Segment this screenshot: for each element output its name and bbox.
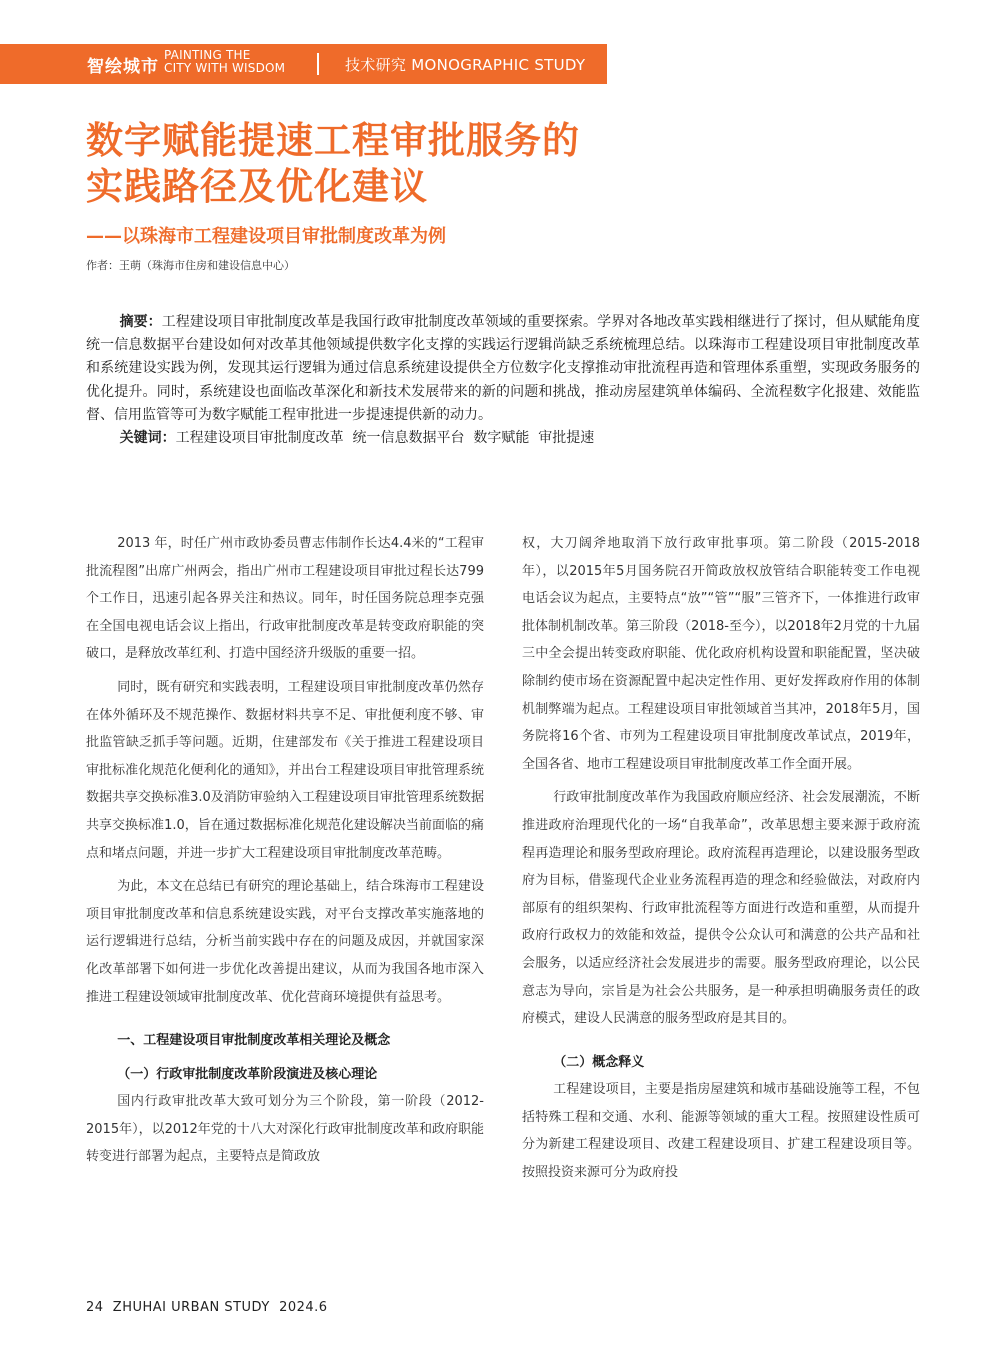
body-column-left [86, 530, 484, 1177]
keywords-label: 关键词： [119, 430, 176, 447]
title-line-2: 实践路径及优化建议 [86, 165, 428, 208]
brand-en-line1: PAINTING THE [164, 48, 251, 62]
abstract-block [86, 311, 920, 450]
body-paragraph: 工程建设项目，主要是指房屋建筑和城市基础设施等工程，不包括特殊工程和交通、水利、能源等领域的重大工程。按照建设性质可分为新建工程建设项目、改建工程建设项目、扩建工程建设项目等。按照投资来源可分为政府投 [522, 1082, 920, 1181]
brand-name-cn: 智绘城市 [87, 57, 159, 77]
abstract-paragraph [86, 311, 920, 427]
keywords-paragraph [86, 427, 920, 450]
body-paragraph: 2013 年，时任广州市政协委员曹志伟制作长达4.4米的“工程审批流程图”出席广州两会，指出广州市工程建设项目审批过程长达799个工作日，迅速引起各界关注和热议。同年，时任国务院总理李克强在全国电视电话会议上指出，行政审批制度改革是转变政府职能的突破口，是释放改革红利、打造中国经济升级版的重要一招。 [86, 536, 484, 662]
article-title [86, 118, 580, 210]
body-paragraph: 同时，既有研究和实践表明，工程建设项目审批制度改革仍然存在体外循环及不规范操作、数据材料共享不足、审批便利度不够、审批监管缺乏抓手等问题。近期，住建部发布《关于推进工程建设项目审批标准化规范化便利化的通知》，并出台工程建设项目审批管理系统数据共享交换标准3.0及消防审验纳入工程建设项目审批管理系统数据共享交换标准1.0，旨在通过数据标准化规范化建设解决当前面临的痛点和堵点问题，并进一步扩大工程建设项目审批制度改革范畴。 [86, 679, 484, 861]
header-bar [0, 44, 607, 84]
body-paragraph: 行政审批制度改革作为我国政府顺应经济、社会发展潮流，不断推进政府治理现代化的一场“自我革命”，改革思想主要来源于政府流程再造理论和服务型政府理论。政府流程再造理论，以建设服务型政府为目标，借鉴现代企业业务流程再造的理念和经验做法，对政府内部原有的组织架构、行政审批流程等方面进行改造和重塑，从而提升政府行政权力的效能和效益，提供令公众认可和满意的公共产品和社会服务，以适应经济社会发展进步的需要。服务型政府理论，以公民意志为导向，宗旨是为社会公共服务，是一种承担明确服务责任的政府模式，建设人民满意的服务型政府是其目的。 [522, 790, 920, 1027]
title-line-1: 数字赋能提速工程审批服务的 [86, 119, 580, 162]
section-heading-1: 一、工程建设项目审批制度改革相关理论及概念 [117, 1033, 391, 1049]
abstract-label: 摘要： [119, 314, 162, 330]
article-subtitle: ——以珠海市工程建设项目审批制度改革为例 [86, 226, 446, 247]
body-paragraph: 权，大刀阔斧地取消下放行政审批事项。第二阶段（2015-2018年），以2015年5月国务院召开简政放权放管结合职能转变工作电视电话会议为起点，主要特点“放”“管”“服”三管齐下，一体推进行政审批体制机制改革。第三阶段（2018-至今），以2018年2月党的十九届三中全会提出转变政府职能、优化政府机构设置和职能配置，坚决破除制约使市场在资源配置中起决定性作用、更好发挥政府作用的体制机制弊端为起点。工程建设项目审批领域首当其冲，2018年5月，国务院将16个省、市列为工程建设项目审批制度改革试点，2019年，全国各省、地市工程建设项目审批制度改革工作全面开展。 [522, 536, 920, 772]
brand-en-line2: CITY WITH WISDOM [164, 61, 286, 75]
brand-name-en [164, 49, 285, 75]
keywords-text: 工程建设项目审批制度改革 统一信息数据平台 数字赋能 审批提速 [175, 430, 595, 447]
header-divider [317, 53, 319, 75]
section-label: 技术研究 MONOGRAPHIC STUDY [345, 56, 586, 74]
subsection-heading-1: （一）行政审批制度改革阶段演进及核心理论 [117, 1066, 378, 1082]
subsection-heading-2: （二）概念释义 [553, 1054, 645, 1070]
abstract-text: 工程建设项目审批制度改革是我国行政审批制度改革领域的重要探索。学界对各地改革实践相继进行了探讨，但从赋能角度统一信息数据平台建设如何对改革其他领域提供数字化支撑的实践运行逻辑尚缺乏系统梳理总结。以珠海市工程建设项目审批制度改革和系统建设实践为例，发现其运行逻辑为通过信息系统建设提供全方位数字化支撑推动审批流程再造和管理体系重塑，实现政务服务的优化提升。同时，系统建设也面临改革深化和新技术发展带来的新的问题和挑战，推动房屋建筑单体编码、全流程数字化报建、效能监督、信用监管等可为数字赋能工程审批进一步提速提供新的动力。 [86, 314, 921, 423]
body-paragraph: 为此，本文在总结已有研究的理论基础上，结合珠海市工程建设项目审批制度改革和信息系统建设实践，对平台支撑改革实施落地的运行逻辑进行总结，分析当前实践中存在的问题及成因，并就国家深化改革部署下如何进一步优化改善提出建议，从而为我国各地市深入推进工程建设领域审批制度改革、优化营商环境提供有益思考。 [86, 879, 484, 1005]
body-column-right [522, 530, 920, 1193]
article-author: 作者：王萌（珠海市住房和建设信息中心） [86, 259, 295, 272]
page-footer: 24 ZHUHAI URBAN STUDY 2024.6 [86, 1300, 328, 1315]
body-paragraph: 国内行政审批改革大致可划分为三个阶段，第一阶段（2012-2015年），以2012年党的十八大对深化行政审批制度改革和政府职能转变进行部署为起点，主要特点是简政放 [86, 1094, 484, 1165]
